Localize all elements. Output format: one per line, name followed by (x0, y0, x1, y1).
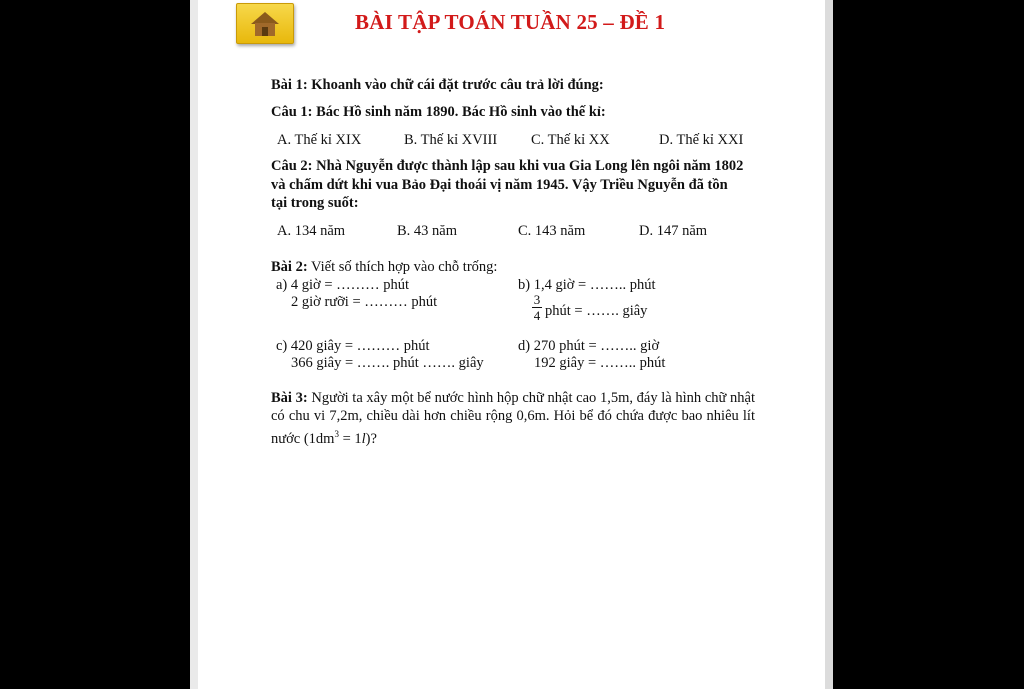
cau2-option-a: A. 134 năm (277, 223, 346, 239)
bai1-heading: Bài 1: Khoanh vào chữ cái đặt trước câu trả lời đúng: (271, 77, 604, 93)
cau2-option-c: C. 143 năm (518, 223, 586, 239)
cau2-question-line-2: và chấm dứt khi vua Bảo Đại thoái vị năm 1945. Vậy Triều Nguyễn đã tồn (271, 177, 728, 193)
cau2-option-b: B. 43 năm (397, 223, 458, 239)
page-title: BÀI TẬP TOÁN TUẦN 25 – ĐỀ 1 (355, 10, 666, 34)
bai2-instruction: Viết số thích hợp vào chỗ trống: (307, 259, 498, 275)
cau1-option-a: A. Thế kỉ XIX (277, 132, 362, 148)
bai2-heading (271, 259, 497, 276)
cau2-question-line-3: tại trong suốt: (271, 195, 359, 211)
cau2-question-line-1: Câu 2: Nhà Nguyễn được thành lập sau khi vua Gia Long lên ngôi năm 1802 (271, 158, 744, 174)
bai2-b-line-2: phút = ……. giây (545, 303, 648, 319)
bai3-equals: = 1 (338, 430, 362, 447)
bai2-b-line-1: b) 1,4 giờ = …….. phút (518, 277, 656, 293)
house-icon (250, 10, 280, 38)
bai3-superscript: 3 (334, 429, 339, 439)
page-edge-left (190, 0, 198, 689)
bai2-d-line-1: d) 270 phút = …….. giờ (518, 338, 660, 354)
bai2-c-line-2: 366 giây = ……. phút ……. giây (291, 355, 484, 371)
cau1-option-c: C. Thế kỉ XX (531, 132, 610, 148)
bai2-c-line-1: c) 420 giây = ……… phút (276, 338, 430, 354)
cau1-option-d: D. Thế kỉ XXI (659, 132, 744, 148)
bai3-text: Người ta xây một bể nước hình hộp chữ nhật cao 1,5m, đáy là hình chữ nhật có chu vi 7,2m, chiều dài hơn chiều rộng 0,6m. Hỏi bể đó chứa được bao nhiêu lít nước (1dm (271, 390, 755, 447)
bai3-paragraph (271, 389, 755, 448)
fraction-denominator: 4 (533, 308, 541, 323)
fraction-numerator: 3 (533, 292, 541, 307)
bai3-end: )? (365, 430, 377, 447)
fraction-three-quarters (532, 293, 542, 322)
cau1-option-b: B. Thế kỉ XVIII (404, 132, 498, 148)
home-button[interactable] (236, 3, 294, 44)
bai3-label: Bài 3: (271, 390, 308, 406)
page-edge-right (825, 0, 833, 689)
bai2-a-line-2: 2 giờ rưỡi = ……… phút (291, 294, 438, 310)
cau2-option-d: D. 147 năm (639, 223, 708, 239)
bai3-unit: l (361, 430, 366, 447)
bai2-d-line-2: 192 giây = …….. phút (534, 355, 666, 371)
cau1-question: Câu 1: Bác Hồ sinh năm 1890. Bác Hồ sinh vào thế kỉ: (271, 104, 606, 120)
bai2-label: Bài 2: (271, 259, 308, 275)
bai2-a-line-1: a) 4 giờ = ……… phút (276, 277, 410, 293)
